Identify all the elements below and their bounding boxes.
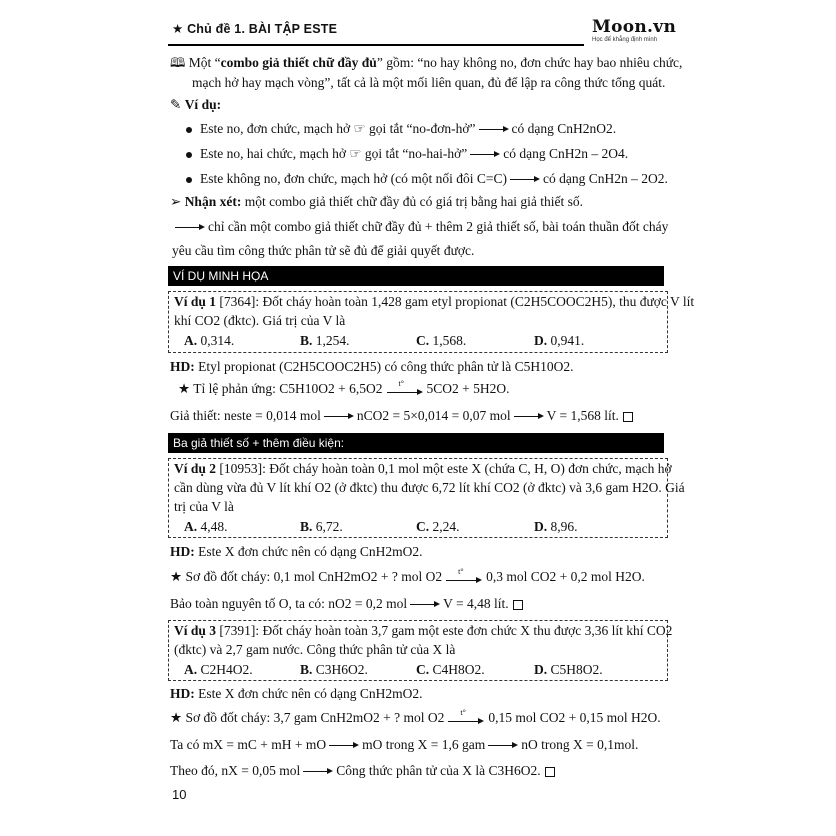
example-3-hd: HD: Este X đơn chức nên có dạng CnH2mO2. [170,686,423,701]
example-1-reaction: ★ Tỉ lệ phản ứng: C5H10O2 + 6,5O2 t° 5CO2 + 5H2O. [178,378,510,396]
nhan-xet-line-3: yêu cầu tìm công thức phân tử sẽ đủ để giải quyết được. [172,243,475,258]
option-a[interactable]: A. 0,314. [184,333,235,348]
arrow-icon [479,125,509,135]
section-heading-conditions: Ba giả thiết số + thêm điều kiện: [168,433,664,453]
end-square-icon [545,767,555,777]
intro-paragraph: 🕮 Một “combo giả thiết chữ đầy đủ” gồm: “no hay không no, đơn chức hay bao nhiêu chức, [170,55,683,70]
example-2-question-2: cần dùng vừa đủ V lít khí O2 (ở đktc) thu được 6,72 lít khí CO2 (ở đktc) và 3,6 gam H2O. Giá [174,480,685,495]
page-number: 10 [172,787,187,802]
logo-tagline: Học để khẳng định mình [592,37,658,43]
option-a[interactable]: A. C2H4O2. [184,662,253,677]
example-1-hd: HD: Etyl propionat (C2H5COOC2H5) có công thức phân tử là C5H10O2. [170,359,574,374]
arrow-icon [324,412,354,422]
arrow-icon [410,600,440,610]
option-c[interactable]: C. 2,24. [416,519,460,534]
example-2-hd: HD: Este X đơn chức nên có dạng CnH2mO2. [170,544,423,559]
bullet-3: Este không no, đơn chức, mạch hở (có một nối đôi C=C) có dạng CnH2n – 2O2. [186,171,668,187]
reaction-arrow-icon: t° [387,383,423,397]
option-b[interactable]: B. C3H6O2. [300,662,368,677]
example-3-question-2: (đktc) và 2,7 gam nước. Công thức phân tử của X là [174,642,456,657]
example-1-result: Giả thiết: neste = 0,014 mol nCO2 = 5×0,014 = 0,07 mol V = 1,568 lít. [170,408,633,424]
bullet-dot-icon [186,127,192,133]
vidu-heading: ✎ Ví dụ: [170,97,222,112]
bullet-dot-icon [186,177,192,183]
moon-logo: Moon.vn [592,17,677,37]
option-b[interactable]: B. 1,254. [300,333,350,348]
example-2-question: Ví dụ 2 [10953]: Đốt cháy hoàn toàn 0,1 mol một este X (chứa C, H, O) đơn chức, mạch hở [174,461,672,476]
option-d[interactable]: D. 8,96. [534,519,578,534]
book-icon: 🕮 [170,55,186,70]
arrow-icon [175,223,205,233]
arrow-icon [514,412,544,422]
bullet-2: Este no, hai chức, mạch hở ☞ gọi tắt “no-hai-hở” có dạng CnH2n – 2O4. [186,146,628,162]
nhan-xet-line-2: chỉ cần một combo giả thiết chữ đầy đủ + thêm 2 giả thiết số, bài toán thuần đốt cháy [172,219,668,235]
arrowhead-bullet-icon: ➢ [170,194,182,209]
example-3-mass-balance: Ta có mX = mC + mH + mO mO trong X = 1,6 gam nO trong X = 0,1mol. [170,737,639,752]
arrow-icon [488,741,518,751]
bullet-1: Este no, đơn chức, mạch hở ☞ gọi tắt “no-đơn-hở” có dạng CnH2nO2. [186,121,616,137]
reaction-arrow-icon: t° [446,571,482,585]
section-heading-examples: VÍ DỤ MINH HỌA [168,266,664,286]
pencil-icon: ✎ [170,97,182,112]
arrow-icon [329,741,359,751]
option-c[interactable]: C. 1,568. [416,333,467,348]
arrow-icon [470,150,500,160]
end-square-icon [513,600,523,610]
example-2-question-3: trị của V là [174,499,234,514]
option-a[interactable]: A. 4,48. [184,519,228,534]
option-b[interactable]: B. 6,72. [300,519,343,534]
example-2-result: Bảo toàn nguyên tố O, ta có: nO2 = 0,2 mol V = 4,48 lít. [170,596,523,612]
example-3-result: Theo đó, nX = 0,05 mol Công thức phân tử của X là C3H6O2. [170,763,555,779]
arrow-icon [303,767,333,777]
example-3-question: Ví dụ 3 [7391]: Đốt cháy hoàn toàn 3,7 gam một este đơn chức X thu được 3,36 lít khí CO2 [174,623,673,638]
example-2-reaction: ★ Sơ đồ đốt cháy: 0,1 mol CnH2mO2 + ? mol O2 t° 0,3 mol CO2 + 0,2 mol H2O. [170,566,645,584]
option-c[interactable]: C. C4H8O2. [416,662,485,677]
option-d[interactable]: D. C5H8O2. [534,662,603,677]
example-1-question-2: khí CO2 (đktc). Giá trị của V là [174,313,346,328]
reaction-arrow-icon: t° [448,712,484,726]
option-d[interactable]: D. 0,941. [534,333,585,348]
intro-line-2: mạch hở hay mạch vòng”, tất cả là một mối liên quan, đủ để lập ra công thức tổng quát. [192,75,666,90]
example-3-reaction: ★ Sơ đồ đốt cháy: 3,7 gam CnH2mO2 + ? mol O2 t° 0,15 mol CO2 + 0,15 mol H2O. [170,707,661,725]
bullet-dot-icon [186,152,192,158]
end-square-icon [623,412,633,422]
chapter-title: ★ Chủ đề 1. BÀI TẬP ESTE [172,22,338,36]
header-rule [168,44,584,46]
example-1-question: Ví dụ 1 [7364]: Đốt cháy hoàn toàn 1,428 gam etyl propionat (C2H5COOC2H5), thu được V lít [174,294,695,309]
nhan-xet: ➢ Nhận xét: một combo giả thiết chữ đầy đủ có giá trị bằng hai giả thiết số. [170,194,584,209]
arrow-icon [510,175,540,185]
